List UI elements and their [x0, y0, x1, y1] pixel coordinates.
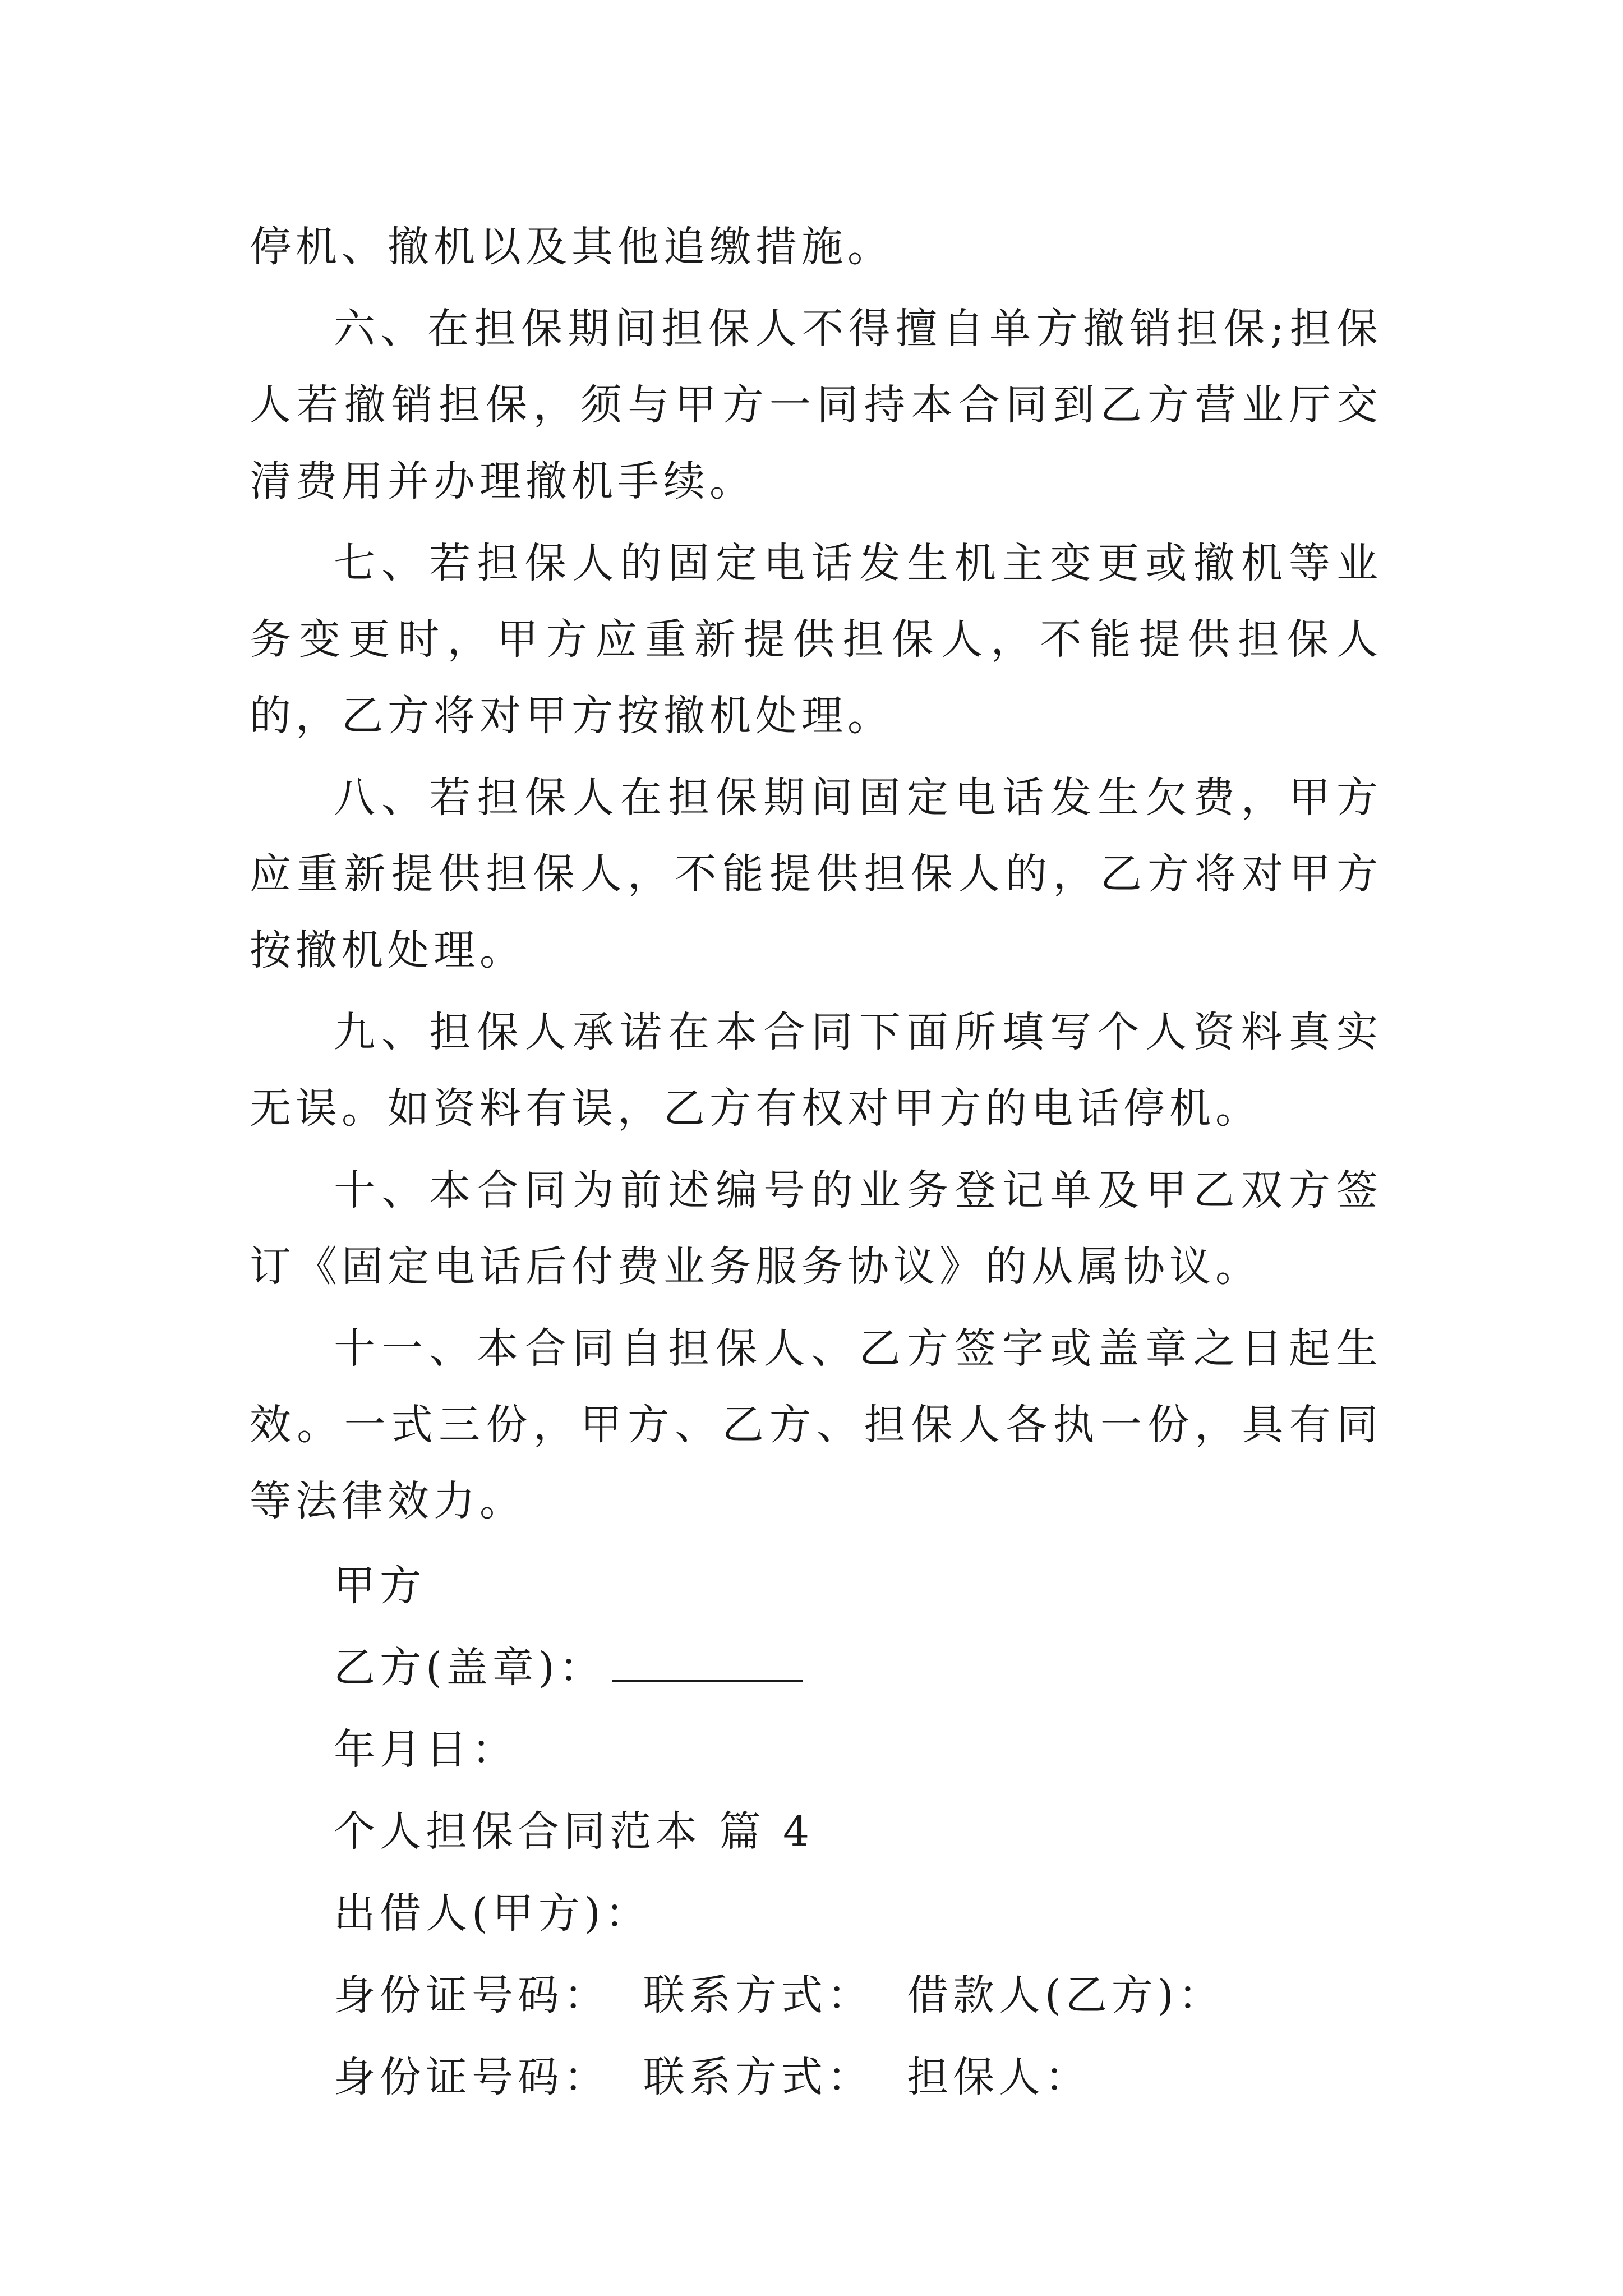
lender-label: 出借人(甲方)： [334, 1889, 651, 1938]
lender-line [250, 1872, 1382, 1954]
field-row-1 [250, 1954, 1382, 2036]
borrower-label: 借款人(乙方)： [907, 1971, 1224, 2019]
signature-date [250, 1709, 1382, 1791]
document-body [250, 209, 1382, 2118]
field-row-2 [250, 2036, 1382, 2118]
contact-label: 联系方式： [643, 1971, 873, 2019]
signature-party-b [250, 1627, 1382, 1709]
paragraph-clause-11: 十一、本合同自担保人、乙方签字或盖章之日起生效。一式三份，甲方、乙方、担保人各执一份，具有同等法律效力。 [250, 1324, 1382, 1525]
paragraph-clause-7: 七、若担保人的固定电话发生机主变更或撤机等业务变更时，甲方应重新提供担保人，不能提供担保人的，乙方将对甲方按撤机处理。 [250, 539, 1382, 740]
section-title [250, 1791, 1382, 1872]
signature-blank-line [612, 1677, 803, 1682]
id-number-label: 身份证号码： [334, 2053, 610, 2101]
party-a-label: 甲方 [334, 1562, 426, 1610]
paragraph-clause-6: 六、在担保期间担保人不得擅自单方撤销担保;担保人若撤销担保，须与甲方一同持本合同到乙方营业厅交清费用并办理撤机手续。 [250, 305, 1382, 505]
signature-party-a [250, 1545, 1382, 1627]
paragraph-clause-10: 十、本合同为前述编号的业务登记单及甲乙双方签订《固定电话后付费业务服务协议》的从属协议。 [250, 1166, 1382, 1291]
date-label: 年月日： [334, 1726, 518, 1774]
section-title-text: 个人担保合同范本 篇 4 [334, 1807, 814, 1856]
id-number-label: 身份证号码： [334, 1971, 610, 2019]
paragraph-clause-8: 八、若担保人在担保期间固定电话发生欠费，甲方应重新提供担保人，不能提供担保人的，乙方将对甲方按撤机处理。 [250, 774, 1382, 974]
paragraph-continuation: 停机、撤机以及其他追缴措施。 [250, 223, 893, 271]
guarantor-label: 担保人： [907, 2053, 1091, 2101]
contact-label: 联系方式： [643, 2053, 873, 2101]
party-b-label: 乙方(盖章)： [334, 1644, 605, 1692]
paragraph-clause-9: 九、担保人承诺在本合同下面所填写个人资料真实无误。如资料有误，乙方有权对甲方的电话停机。 [250, 1008, 1382, 1133]
